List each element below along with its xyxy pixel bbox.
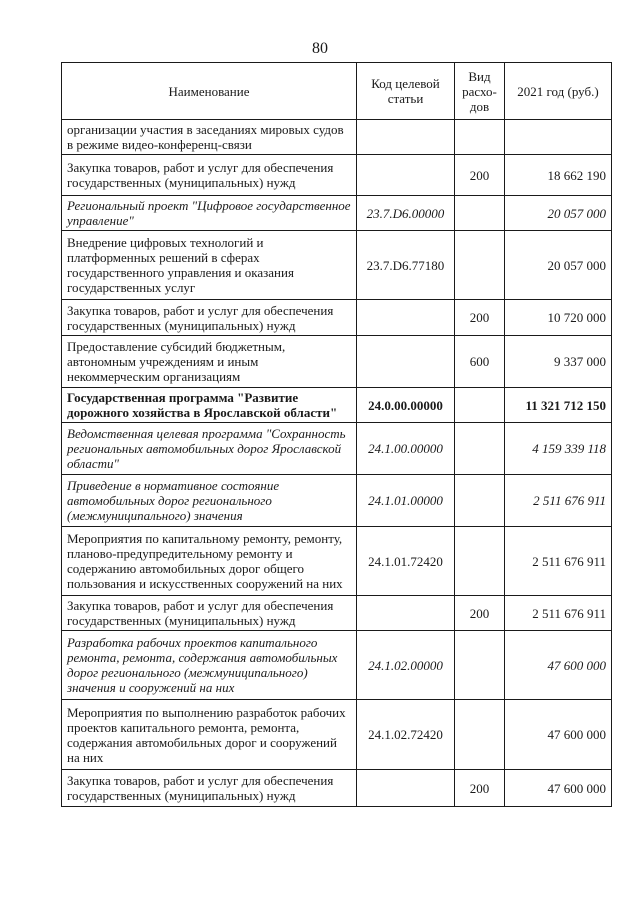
cell-amount: 47 600 000 bbox=[505, 770, 612, 807]
cell-name: Закупка товаров, работ и услуг для обеспечения государственных (муниципальных) нужд bbox=[62, 596, 357, 631]
cell-code bbox=[357, 596, 455, 631]
cell-name: Региональный проект "Цифровое государственное управление" bbox=[62, 196, 357, 231]
cell-code bbox=[357, 336, 455, 388]
header-kind: Вид расхо-дов bbox=[455, 63, 505, 120]
cell-code: 24.1.00.00000 bbox=[357, 423, 455, 475]
table-row bbox=[62, 527, 612, 596]
cell-name: Приведение в нормативное состояние автомобильных дорог регионального (межмуниципального) значения bbox=[62, 475, 357, 527]
cell-name: Закупка товаров, работ и услуг для обеспечения государственных (муниципальных) нужд bbox=[62, 300, 357, 336]
cell-kind bbox=[455, 475, 505, 527]
cell-kind: 600 bbox=[455, 336, 505, 388]
cell-code bbox=[357, 120, 455, 155]
table-row bbox=[62, 631, 612, 700]
page-number: 80 bbox=[312, 40, 328, 57]
cell-kind bbox=[455, 423, 505, 475]
cell-kind bbox=[455, 527, 505, 596]
cell-code: 24.1.02.00000 bbox=[357, 631, 455, 700]
cell-amount: 2 511 676 911 bbox=[505, 475, 612, 527]
cell-amount: 2 511 676 911 bbox=[505, 596, 612, 631]
cell-name: Предоставление субсидий бюджетным, автономным учреждениям и иным некоммерческим организациям bbox=[62, 336, 357, 388]
cell-code: 24.1.01.00000 bbox=[357, 475, 455, 527]
cell-name: Закупка товаров, работ и услуг для обеспечения государственных (муниципальных) нужд bbox=[62, 155, 357, 196]
cell-kind bbox=[455, 231, 505, 300]
cell-code bbox=[357, 155, 455, 196]
table-header-row bbox=[62, 63, 612, 120]
cell-amount bbox=[505, 120, 612, 155]
cell-amount: 11 321 712 150 bbox=[505, 388, 612, 423]
table-row bbox=[62, 423, 612, 475]
cell-amount: 2 511 676 911 bbox=[505, 527, 612, 596]
table-row bbox=[62, 475, 612, 527]
cell-code bbox=[357, 300, 455, 336]
header-code: Код целевой статьи bbox=[357, 63, 455, 120]
cell-kind: 200 bbox=[455, 770, 505, 807]
cell-amount: 10 720 000 bbox=[505, 300, 612, 336]
cell-kind bbox=[455, 700, 505, 770]
table-row bbox=[62, 388, 612, 423]
table-row bbox=[62, 231, 612, 300]
cell-code: 24.0.00.00000 bbox=[357, 388, 455, 423]
cell-kind: 200 bbox=[455, 300, 505, 336]
cell-name: организации участия в заседаниях мировых судов в режиме видео-конференц-связи bbox=[62, 120, 357, 155]
table-row bbox=[62, 120, 612, 155]
cell-name: Закупка товаров, работ и услуг для обеспечения государственных (муниципальных) нужд bbox=[62, 770, 357, 807]
budget-table bbox=[61, 62, 612, 807]
cell-amount: 20 057 000 bbox=[505, 196, 612, 231]
table-row bbox=[62, 596, 612, 631]
cell-name: Государственная программа "Развитие дорожного хозяйства в Ярославской области" bbox=[62, 388, 357, 423]
cell-amount: 9 337 000 bbox=[505, 336, 612, 388]
cell-kind bbox=[455, 631, 505, 700]
cell-code: 23.7.D6.00000 bbox=[357, 196, 455, 231]
cell-code: 24.1.01.72420 bbox=[357, 527, 455, 596]
cell-code: 23.7.D6.77180 bbox=[357, 231, 455, 300]
table-row bbox=[62, 700, 612, 770]
cell-name: Ведомственная целевая программа "Сохранность региональных автомобильных дорог Ярославской области" bbox=[62, 423, 357, 475]
cell-amount: 47 600 000 bbox=[505, 631, 612, 700]
cell-name: Внедрение цифровых технологий и платформенных решений в сферах государственного управления и оказания государственных услуг bbox=[62, 231, 357, 300]
cell-name: Мероприятия по капитальному ремонту, ремонту, планово-предупредительному ремонту и содержанию автомобильных дорог общего пользования и искусственных сооружений на них bbox=[62, 527, 357, 596]
cell-name: Разработка рабочих проектов капитального ремонта, ремонта, содержания автомобильных дорог регионального (межмуниципального) значения и сооружений на них bbox=[62, 631, 357, 700]
table-row bbox=[62, 196, 612, 231]
table-row bbox=[62, 155, 612, 196]
header-amount: 2021 год (руб.) bbox=[505, 63, 612, 120]
cell-kind: 200 bbox=[455, 596, 505, 631]
cell-kind: 200 bbox=[455, 155, 505, 196]
table-row bbox=[62, 336, 612, 388]
cell-code bbox=[357, 770, 455, 807]
table-row bbox=[62, 770, 612, 807]
cell-amount: 18 662 190 bbox=[505, 155, 612, 196]
cell-kind bbox=[455, 196, 505, 231]
cell-amount: 47 600 000 bbox=[505, 700, 612, 770]
cell-amount: 20 057 000 bbox=[505, 231, 612, 300]
cell-code: 24.1.02.72420 bbox=[357, 700, 455, 770]
cell-amount: 4 159 339 118 bbox=[505, 423, 612, 475]
cell-kind bbox=[455, 388, 505, 423]
cell-kind bbox=[455, 120, 505, 155]
table-row bbox=[62, 300, 612, 336]
header-name: Наименование bbox=[62, 63, 357, 120]
table-body bbox=[62, 120, 612, 807]
cell-name: Мероприятия по выполнению разработок рабочих проектов капитального ремонта, ремонта, содержания автомобильных дорог и сооружений на них bbox=[62, 700, 357, 770]
